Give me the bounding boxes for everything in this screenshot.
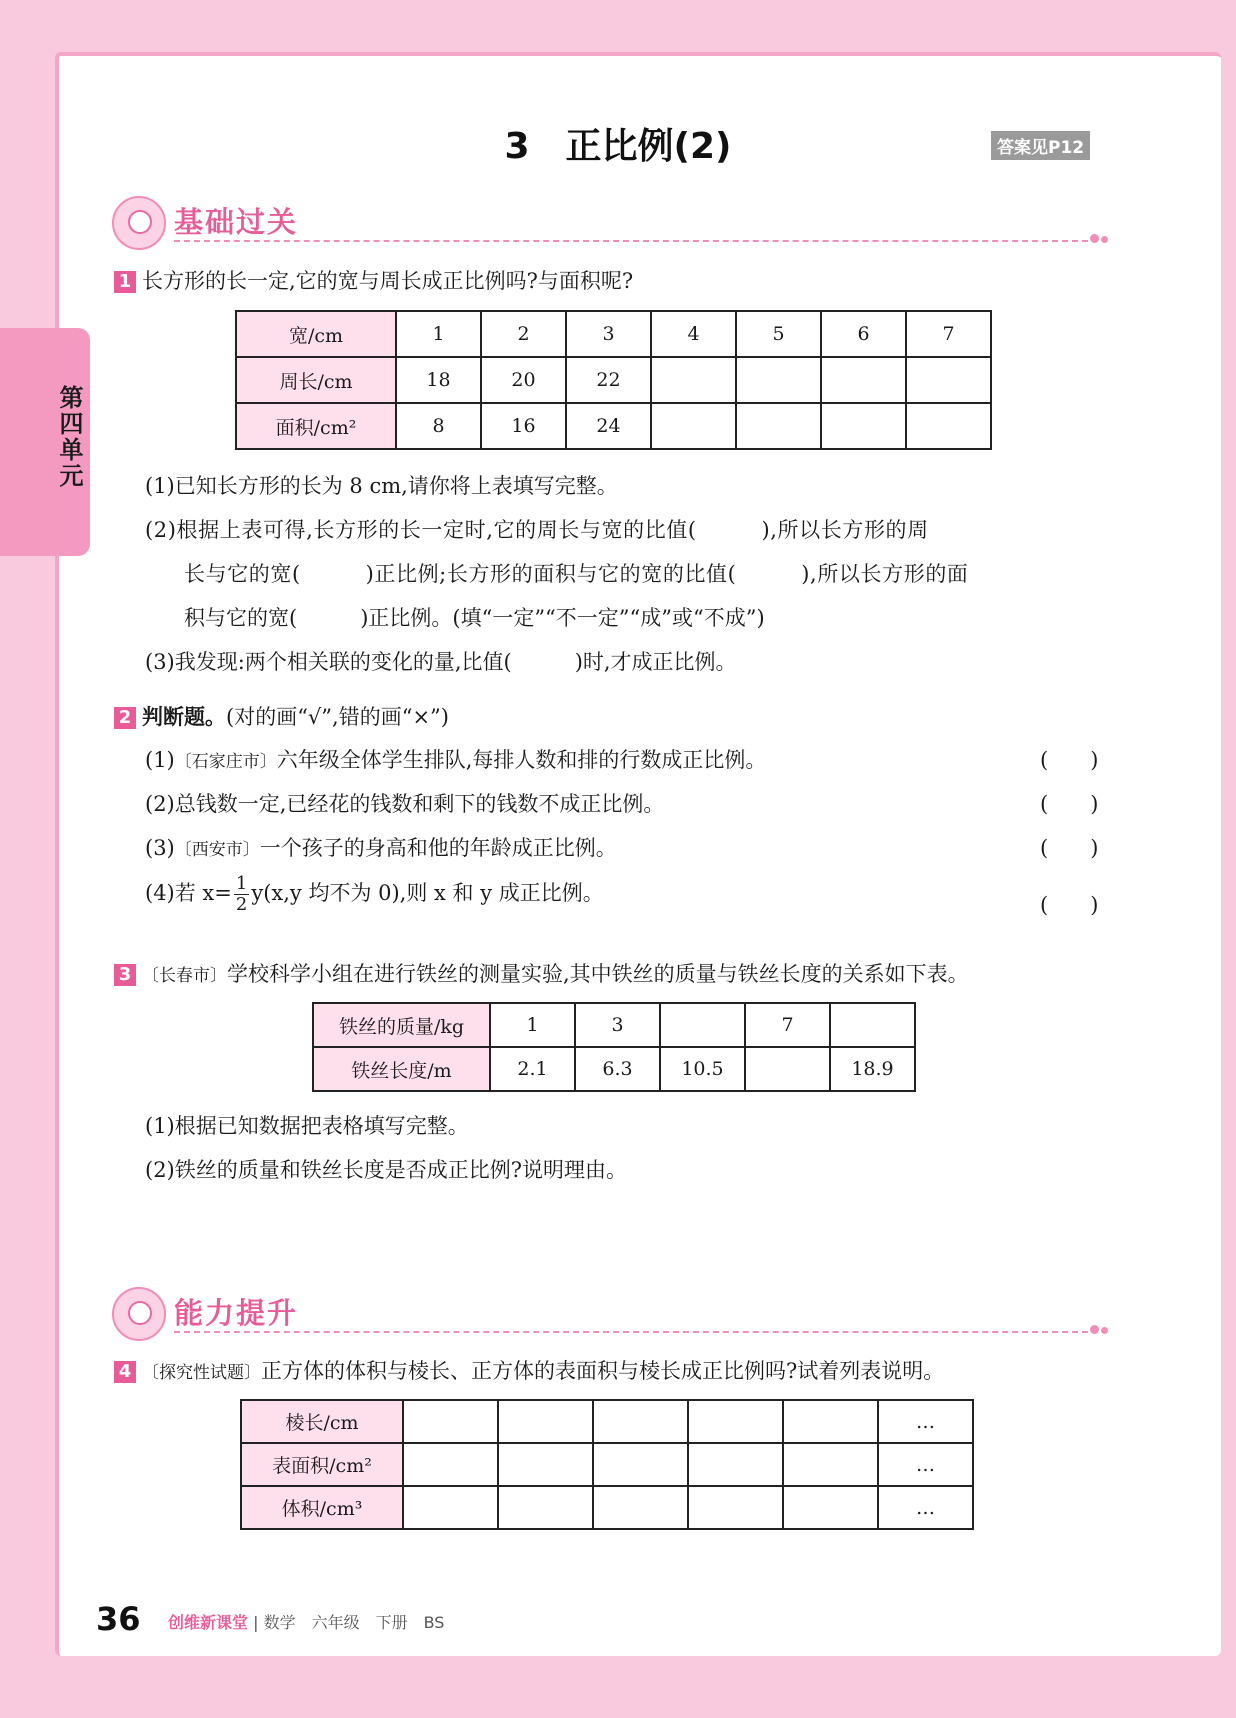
q1-table-cell: 4 [651, 311, 736, 357]
section-basic-header [112, 196, 1112, 252]
q2-item-2: (2)总钱数一定,已经花的钱数和剩下的钱数不成正比例。 [145, 792, 665, 816]
q3-table-row [313, 1047, 915, 1091]
q1-table-cell: 2 [481, 311, 566, 357]
section-advanced-title: 能力提升 [174, 1296, 299, 1330]
answer-reference-tag: 答案见P12 [991, 131, 1090, 160]
q2-item-1: (1)〔石家庄市〕六年级全体学生排队,每排人数和排的行数成正比例。 [145, 748, 767, 772]
q4-table-cell[interactable] [688, 1400, 783, 1443]
q3-table-cell: 6.3 [575, 1047, 660, 1091]
q1-sub-2-cont: 长与它的宽( )正比例;长方形的面积与它的宽的比值( ),所以长方形的面 [184, 562, 969, 586]
q3-table-row [313, 1003, 915, 1047]
page-number: 36 [96, 1600, 141, 1638]
q1-table-cell[interactable] [651, 357, 736, 403]
q2-answer-3[interactable]: ( ) [1040, 836, 1099, 860]
q4-table-cell[interactable] [783, 1443, 878, 1486]
q4-table-cell[interactable] [403, 1486, 498, 1529]
mascot-icon [112, 196, 166, 250]
q4-table-cell[interactable] [783, 1400, 878, 1443]
q1-table [235, 310, 992, 450]
q4-table-cell[interactable] [403, 1400, 498, 1443]
q1-number: 1 [114, 271, 136, 293]
q1-table-cell: 3 [566, 311, 651, 357]
q4-table-row-header: 表面积/cm² [241, 1443, 403, 1486]
q3-prompt: 3 〔长春市〕学校科学小组在进行铁丝的测量实验,其中铁丝的质量与铁丝长度的关系如下表。 [114, 958, 969, 988]
q4-table-cell[interactable] [688, 1486, 783, 1529]
q1-table-cell: 18 [396, 357, 481, 403]
q4-table [240, 1399, 974, 1530]
q1-table-cell[interactable] [736, 403, 821, 449]
q4-table-row [241, 1400, 973, 1443]
q1-table-cell[interactable] [651, 403, 736, 449]
q1-table-row [236, 311, 991, 357]
q4-table-row [241, 1486, 973, 1529]
q4-table-cell: … [878, 1443, 973, 1486]
q3-table-row-header: 铁丝的质量/kg [313, 1003, 490, 1047]
q1-table-cell[interactable] [821, 403, 906, 449]
q3-table-cell: 10.5 [660, 1047, 745, 1091]
q4-table-cell: … [878, 1486, 973, 1529]
q4-table-cell[interactable] [403, 1443, 498, 1486]
q1-table-cell: 20 [481, 357, 566, 403]
q3-table-cell: 18.9 [830, 1047, 915, 1091]
q1-sub-2-end: 积与它的宽( )正比例。(填“一定”“不一定”“成”或“不成”) [184, 606, 765, 630]
section-basic-title: 基础过关 [174, 205, 299, 239]
q4-table-cell[interactable] [593, 1486, 688, 1529]
q3-number: 3 [114, 964, 136, 986]
q3-sub-2: (2)铁丝的质量和铁丝长度是否成正比例?说明理由。 [145, 1158, 628, 1182]
q4-table-cell[interactable] [593, 1443, 688, 1486]
q1-table-cell[interactable] [906, 403, 991, 449]
q1-table-cell[interactable] [821, 357, 906, 403]
page-title: 3 正比例(2) [504, 126, 732, 167]
q1-table-row [236, 403, 991, 449]
q3-table-cell[interactable] [745, 1047, 830, 1091]
q4-table-row-header: 体积/cm³ [241, 1486, 403, 1529]
q1-table-cell[interactable] [906, 357, 991, 403]
q2-answer-4[interactable]: ( ) [1040, 893, 1099, 917]
q1-table-cell: 8 [396, 403, 481, 449]
q1-table-cell: 1 [396, 311, 481, 357]
q4-table-row-header: 棱长/cm [241, 1400, 403, 1443]
q4-table-cell[interactable] [783, 1486, 878, 1529]
footer-brand: 创维新课堂 | 数学 六年级 下册 BS [168, 1613, 445, 1632]
q1-table-row [236, 357, 991, 403]
q3-table-cell[interactable] [830, 1003, 915, 1047]
q1-table-cell: 7 [906, 311, 991, 357]
q2-answer-1[interactable]: ( ) [1040, 748, 1099, 772]
q4-table-row [241, 1443, 973, 1486]
q3-table-cell: 7 [745, 1003, 830, 1047]
q2-prompt: 2 判断题。(对的画“√”,错的画“×”) [114, 701, 449, 731]
q1-table-cell[interactable] [736, 357, 821, 403]
q4-number: 4 [114, 1361, 136, 1383]
section-advanced-header [112, 1287, 1112, 1343]
q4-table-cell[interactable] [498, 1486, 593, 1529]
mascot-icon [112, 1287, 166, 1341]
dots-icon [1090, 232, 1112, 246]
unit-side-tab-label: 第四单元 [55, 385, 83, 489]
dots-icon [1090, 1323, 1112, 1337]
q2-item-3: (3)〔西安市〕一个孩子的身高和他的年龄成正比例。 [145, 836, 617, 860]
q1-table-cell: 24 [566, 403, 651, 449]
q1-table-row-header: 宽/cm [236, 311, 396, 357]
q4-table-cell[interactable] [688, 1443, 783, 1486]
q2-answer-2[interactable]: ( ) [1040, 792, 1099, 816]
q3-table [312, 1002, 916, 1092]
q1-prompt: 1 长方形的长一定,它的宽与周长成正比例吗?与面积呢? [114, 265, 633, 295]
q2-number: 2 [114, 707, 136, 729]
q3-table-cell: 2.1 [490, 1047, 575, 1091]
q1-table-cell: 22 [566, 357, 651, 403]
fraction-one-half: $\frac{1}{2}$ [235, 873, 248, 915]
q3-table-row-header: 铁丝长度/m [313, 1047, 490, 1091]
q4-table-cell: … [878, 1400, 973, 1443]
q1-table-row-header: 周长/cm [236, 357, 396, 403]
q1-table-row-header: 面积/cm² [236, 403, 396, 449]
q4-table-cell[interactable] [498, 1443, 593, 1486]
q1-sub-1: (1)已知长方形的长为 8 cm,请你将上表填写完整。 [145, 474, 618, 498]
q3-table-cell: 3 [575, 1003, 660, 1047]
q1-table-cell: 5 [736, 311, 821, 357]
q1-table-cell: 6 [821, 311, 906, 357]
q1-table-cell: 16 [481, 403, 566, 449]
q1-sub-3: (3)我发现:两个相关联的变化的量,比值( )时,才成正比例。 [145, 650, 737, 674]
q2-item-4: (4)若 x= $\frac{1}{2}$ y(x,y 均不为 0),则 x 和 y 成正比例。 [145, 873, 604, 915]
q4-prompt: 4 〔探究性试题〕正方体的体积与棱长、正方体的表面积与棱长成正比例吗?试着列表说明。 [114, 1355, 944, 1385]
q4-table-cell[interactable] [593, 1400, 688, 1443]
q3-sub-1: (1)根据已知数据把表格填写完整。 [145, 1114, 469, 1138]
q4-table-cell[interactable] [498, 1400, 593, 1443]
q3-table-cell: 1 [490, 1003, 575, 1047]
q3-table-cell[interactable] [660, 1003, 745, 1047]
q1-sub-2: (2)根据上表可得,长方形的长一定时,它的周长与宽的比值( ),所以长方形的周 [145, 518, 929, 542]
